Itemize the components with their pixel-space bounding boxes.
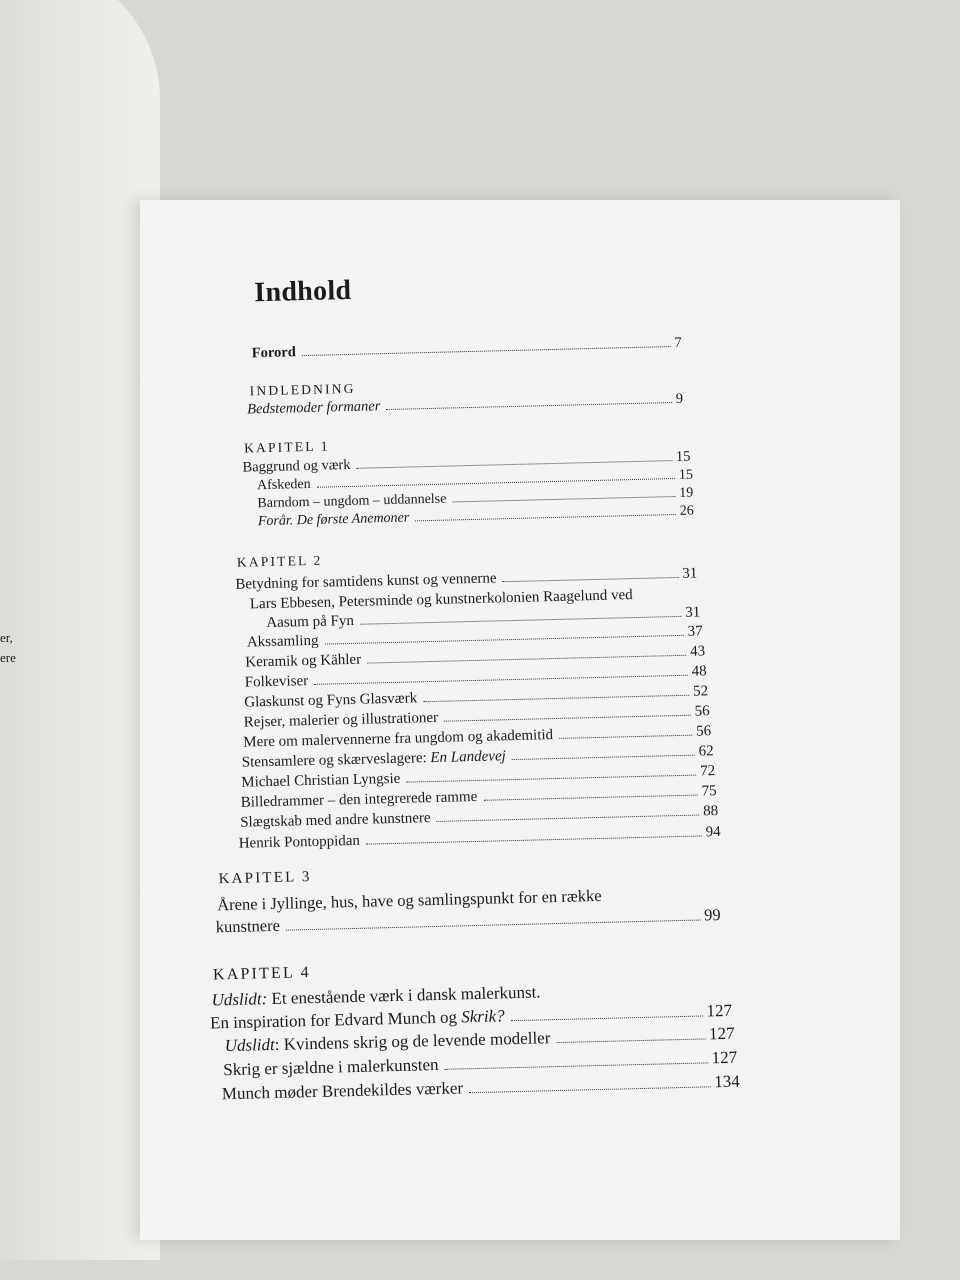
- left-page-fragment: er,: [0, 630, 13, 645]
- toc-subentry: Slægtskab med andre kunstnere 88: [240, 803, 719, 831]
- toc-subentry: Aasum på Fyn 31: [266, 604, 701, 632]
- toc-subentry: Henrik Pontoppidan 94: [238, 824, 721, 852]
- toc-subentry: Billedrammer – den integrerede ramme 75: [240, 783, 717, 811]
- section-heading-kapitel-2: KAPITEL 2: [236, 552, 323, 570]
- toc-entry: En inspiration for Edvard Munch og Skrik? 127: [209, 1000, 733, 1033]
- toc-entry: kunstnere 99: [215, 905, 721, 937]
- toc-entry-line: Udslidt: Et enestående værk i dansk malerkunst.: [211, 982, 541, 1010]
- toc-subentry: Folkeviser 48: [244, 663, 707, 691]
- section-heading-indledning: INDLEDNING: [249, 380, 356, 399]
- toc-subentry: Skrig er sjældne i malerkunsten 127: [223, 1047, 738, 1080]
- left-page: [0, 0, 160, 1260]
- toc-subentry: Afskeden 15: [256, 467, 694, 494]
- toc-subentry: Stensamlere og skærveslagere: En Landevej 62: [241, 743, 714, 771]
- toc-subentry-line: Lars Ebbesen, Petersminde og kunstnerkolonien Raagelund ved: [249, 587, 633, 613]
- page-title: Indhold: [253, 274, 352, 309]
- section-heading-kapitel-1: KAPITEL 1: [243, 438, 330, 456]
- section-heading-kapitel-3: KAPITEL 3: [218, 869, 312, 888]
- toc-entry: Betydning for samtidens kunst og vennerne 31: [235, 565, 698, 593]
- toc-entry-line: Årene i Jyllinge, hus, have og samlingspunkt for en række: [217, 885, 602, 915]
- toc-subentry: Akssamling 37: [246, 623, 703, 651]
- toc-subentry: Barndom – ungdom – uddannelse 19: [257, 485, 694, 512]
- table-of-contents: [140, 181, 925, 1239]
- toc-subentry: Forår. De første Anemoner 26: [257, 503, 694, 530]
- toc-subentry: Udslidt: Kvindens skrig og de levende modeller 127: [224, 1023, 735, 1056]
- toc-subentry: Rejser, malerier og illustrationer 56: [243, 703, 710, 731]
- toc-entry-forord: Forord 7: [251, 334, 682, 362]
- toc-subentry: Keramik og Kähler 43: [245, 643, 706, 671]
- toc-entry: Bedstemoder formaner 9: [246, 390, 684, 418]
- section-heading-kapitel-4: KAPITEL 4: [212, 964, 312, 984]
- toc-subentry: Mere om malervennerne fra ungdom og akademitid 56: [243, 723, 712, 751]
- book-page: [140, 200, 900, 1240]
- toc-subentry: Munch møder Brendekildes værker 134: [221, 1071, 740, 1104]
- toc-subentry: Glaskunst og Fyns Glasværk 52: [244, 683, 709, 711]
- left-page-fragment: ere: [0, 650, 16, 665]
- toc-subentry: Michael Christian Lyngsie 72: [241, 763, 716, 791]
- toc-entry: Baggrund og værk 15: [242, 448, 691, 476]
